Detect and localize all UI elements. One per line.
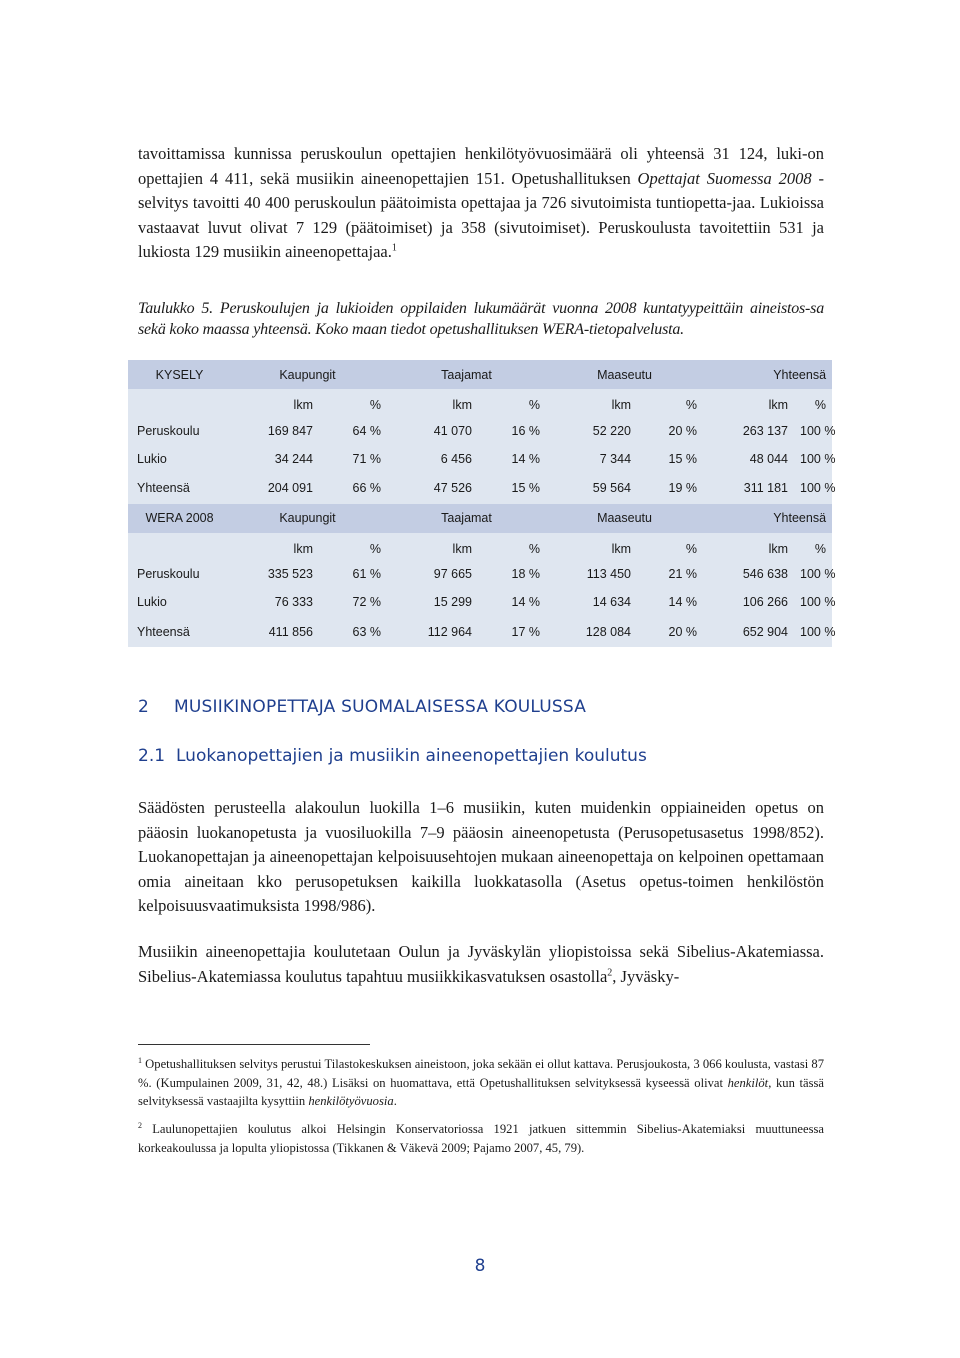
table-cell: 63 % [319, 616, 387, 647]
table-cell: 263 137 [703, 417, 794, 445]
col-header-yhteensa: Yhteensä [703, 360, 832, 389]
table-cell: 100 % [794, 616, 832, 647]
kysely-header-row [128, 360, 832, 389]
table-cell: 15 % [637, 445, 703, 473]
footnote-1-emphasis: henkilöt [727, 1075, 769, 1090]
table-cell: 546 638 [703, 561, 794, 589]
table-cell: 34 244 [228, 445, 319, 473]
table-cell: 14 % [478, 588, 546, 616]
kysely-units-row [128, 389, 832, 417]
unit-cell: % [794, 389, 832, 417]
table-cell: 19 % [637, 473, 703, 504]
units-blank [128, 389, 228, 417]
table-cell: 100 % [794, 473, 832, 504]
table-cell: 14 % [478, 445, 546, 473]
unit-cell: % [478, 533, 546, 561]
col-header-kaupungit: Kaupungit [228, 504, 387, 533]
table-cell: 18 % [478, 561, 546, 589]
footnote-1-text: Opetushallituksen selvitys perustui Tilastokeskuksen aineistoon, joka sekään ei ollut kattava. Perusjoukosta, 3 066 koulusta, vastasi 87 %. (Kumpulainen 2009, 31, 42, 48.) Lisäksi on huomattava, että Opetushallituksen selvityksessä kyseessä olivat [138, 1057, 824, 1090]
wera-header-row [128, 504, 832, 533]
footnote-1 [138, 1055, 824, 1111]
table-cell: 100 % [794, 561, 832, 589]
table-cell: 169 847 [228, 417, 319, 445]
table-cell: 72 % [319, 588, 387, 616]
subsection-number: 2.1 [138, 746, 166, 766]
table-caption: Taulukko 5. Peruskoulujen ja lukioiden oppilaiden lukumäärät vuonna 2008 kuntatyypeittäin aineistos-sa sekä koko maassa yhteensä. Koko maan tiedot opetushallituksen WERA-tietopalvelusta. [138, 300, 824, 338]
table-row [128, 473, 832, 504]
table-row [128, 616, 832, 647]
footnote-ref-2[interactable]: 2 [607, 967, 613, 978]
table-cell: 100 % [794, 417, 832, 445]
body-paragraph-1: Säädösten perusteella alakoulun luokilla 1–6 musiikin, kuten muidenkin oppiaineiden opetus on pääosin luokanopetusta ja vuosiluokilla 7–9 pääosin aineenopetusta (Perusopetusasetus 1998/852). Luokanopettajan ja aineenopettajan kelpoisuusehtojen mukaan aineenopettaja on kelpoinen opettamaan omia aineitaan kko perusopetuksen kaikilla luokkatasolla (Asetus opetus-toimen henkilöstön kelpoisuusvaatimuksista 1998/986). [138, 798, 824, 915]
table-cell: 61 % [319, 561, 387, 589]
body-paragraph-2 [138, 940, 824, 989]
col-header-taajamat: Taajamat [387, 360, 546, 389]
student-count-table [128, 360, 836, 647]
unit-cell: % [637, 389, 703, 417]
footnote-ref-1[interactable]: 1 [391, 242, 397, 254]
section-title: MUSIIKINOPETTAJA SUOMALAISESSA KOULUSSA [174, 697, 587, 717]
table-cell: 17 % [478, 616, 546, 647]
table-cell: 47 526 [387, 473, 478, 504]
table-cell: 41 070 [387, 417, 478, 445]
intro-text-end: -selvitys tavoitti 40 400 peruskoulun päätoimista opettajaa ja 726 sivutoimista tuntiopetta-jaa. Lukioissa vastaavat luvut olivat 7 129 (päätoimiset) ja 358 (sivutoimiset). Peruskoulusta tavoitettiin 531 ja lukiosta 129 musiikin aineenopettajaa. [138, 168, 824, 261]
row-label: Peruskoulu [128, 417, 228, 445]
body-paragraph-2-text: Musiikin aineenopettajia koulutetaan Oulun ja Jyväskylän yliopistoissa sekä Sibelius-Akatemiassa. Sibelius-Akatemiassa koulutus tapahtuu musiikkikasvatuksen osastolla [138, 942, 824, 986]
unit-cell: % [478, 389, 546, 417]
col-header-taajamat: Taajamat [387, 504, 546, 533]
table-cell: 100 % [794, 588, 832, 616]
table-cell: 20 % [637, 616, 703, 647]
row-label: Lukio [128, 588, 228, 616]
table-cell: 97 665 [387, 561, 478, 589]
table-cell: 652 904 [703, 616, 794, 647]
footnote-1-mark: 1 [138, 1055, 142, 1065]
section-number: 2 [138, 697, 150, 717]
subsection-title: Luokanopettajien ja musiikin aineenopettajien koulutus [176, 746, 647, 766]
col-header-maaseutu: Maaseutu [546, 360, 703, 389]
intro-paragraph [138, 142, 824, 265]
footnote-1-text: . [393, 1094, 397, 1108]
row-label: Peruskoulu [128, 561, 228, 589]
row-label: Yhteensä [128, 473, 228, 504]
body-paragraph-2-end: , Jyväsky- [612, 966, 680, 986]
table-cell: 15 % [478, 473, 546, 504]
col-header-yhteensa: Yhteensä [703, 504, 832, 533]
table-cell: 6 456 [387, 445, 478, 473]
table-cell: 52 220 [546, 417, 637, 445]
table-cell: 335 523 [228, 561, 319, 589]
footnote-2-mark: 2 [138, 1120, 142, 1130]
table-cell: 66 % [319, 473, 387, 504]
table-cell: 14 634 [546, 588, 637, 616]
table-cell: 100 % [794, 445, 832, 473]
table-cell: 16 % [478, 417, 546, 445]
unit-cell: lkm [387, 533, 478, 561]
subsection-heading [138, 746, 647, 766]
kysely-section-label: KYSELY [128, 360, 228, 389]
table-cell: 59 564 [546, 473, 637, 504]
table-cell: 204 091 [228, 473, 319, 504]
section-heading [138, 697, 586, 717]
table-cell: 14 % [637, 588, 703, 616]
intro-report-title: Opettajat Suomessa 2008 [637, 168, 812, 188]
table-row [128, 588, 832, 616]
footnote-separator [138, 1044, 370, 1045]
intro-text-start: tavoittamissa kunnissa peruskoulun opettajien henkilötyövuosimäärä oli yhteensä 31 124, luki-on opettajien 4 411, sekä musiikin aineenopettajien 151. Opetushallituksen [138, 144, 824, 188]
unit-cell: % [637, 533, 703, 561]
unit-cell: lkm [228, 533, 319, 561]
table-cell: 112 964 [387, 616, 478, 647]
table-cell: 106 266 [703, 588, 794, 616]
table-cell: 48 044 [703, 445, 794, 473]
units-blank [128, 533, 228, 561]
table-cell: 7 344 [546, 445, 637, 473]
footnote-1-emphasis: henkilötyövuosia [308, 1094, 394, 1108]
table-cell: 128 084 [546, 616, 637, 647]
unit-cell: lkm [546, 389, 637, 417]
table-cell: 15 299 [387, 588, 478, 616]
unit-cell: % [319, 389, 387, 417]
unit-cell: lkm [228, 389, 319, 417]
unit-cell: lkm [387, 389, 478, 417]
footnote-2-text: Laulunopettajien koulutus alkoi Helsingin Konservatoriossa 1921 jatkuen sittemmin Sibelius-Akatemiaksi muuttuneessa korkeakoulussa ja lopulta yliopistossa (Tikkanen & Väkevä 2009; Pajamo 2007, 45, 79). [138, 1122, 824, 1155]
unit-cell: lkm [703, 389, 794, 417]
table-cell: 76 333 [228, 588, 319, 616]
unit-cell: % [794, 533, 832, 561]
col-header-maaseutu: Maaseutu [546, 504, 703, 533]
table-cell: 71 % [319, 445, 387, 473]
table-row [128, 445, 832, 473]
table-row [128, 561, 832, 589]
page-number: 8 [474, 1256, 486, 1276]
table-cell: 64 % [319, 417, 387, 445]
table-cell: 411 856 [228, 616, 319, 647]
row-label: Yhteensä [128, 616, 228, 647]
unit-cell: lkm [703, 533, 794, 561]
unit-cell: lkm [546, 533, 637, 561]
table-cell: 311 181 [703, 473, 794, 504]
table-row [128, 417, 832, 445]
table-cell: 21 % [637, 561, 703, 589]
col-header-kaupungit: Kaupungit [228, 360, 387, 389]
table-cell: 20 % [637, 417, 703, 445]
unit-cell: % [319, 533, 387, 561]
row-label: Lukio [128, 445, 228, 473]
wera-section-label: WERA 2008 [128, 504, 228, 533]
footnote-1-text: , kun tässä selvityksessä vastaajilta kysyttiin [138, 1075, 824, 1108]
table-cell: 113 450 [546, 561, 637, 589]
footnote-2 [138, 1120, 824, 1157]
wera-units-row [128, 533, 832, 561]
